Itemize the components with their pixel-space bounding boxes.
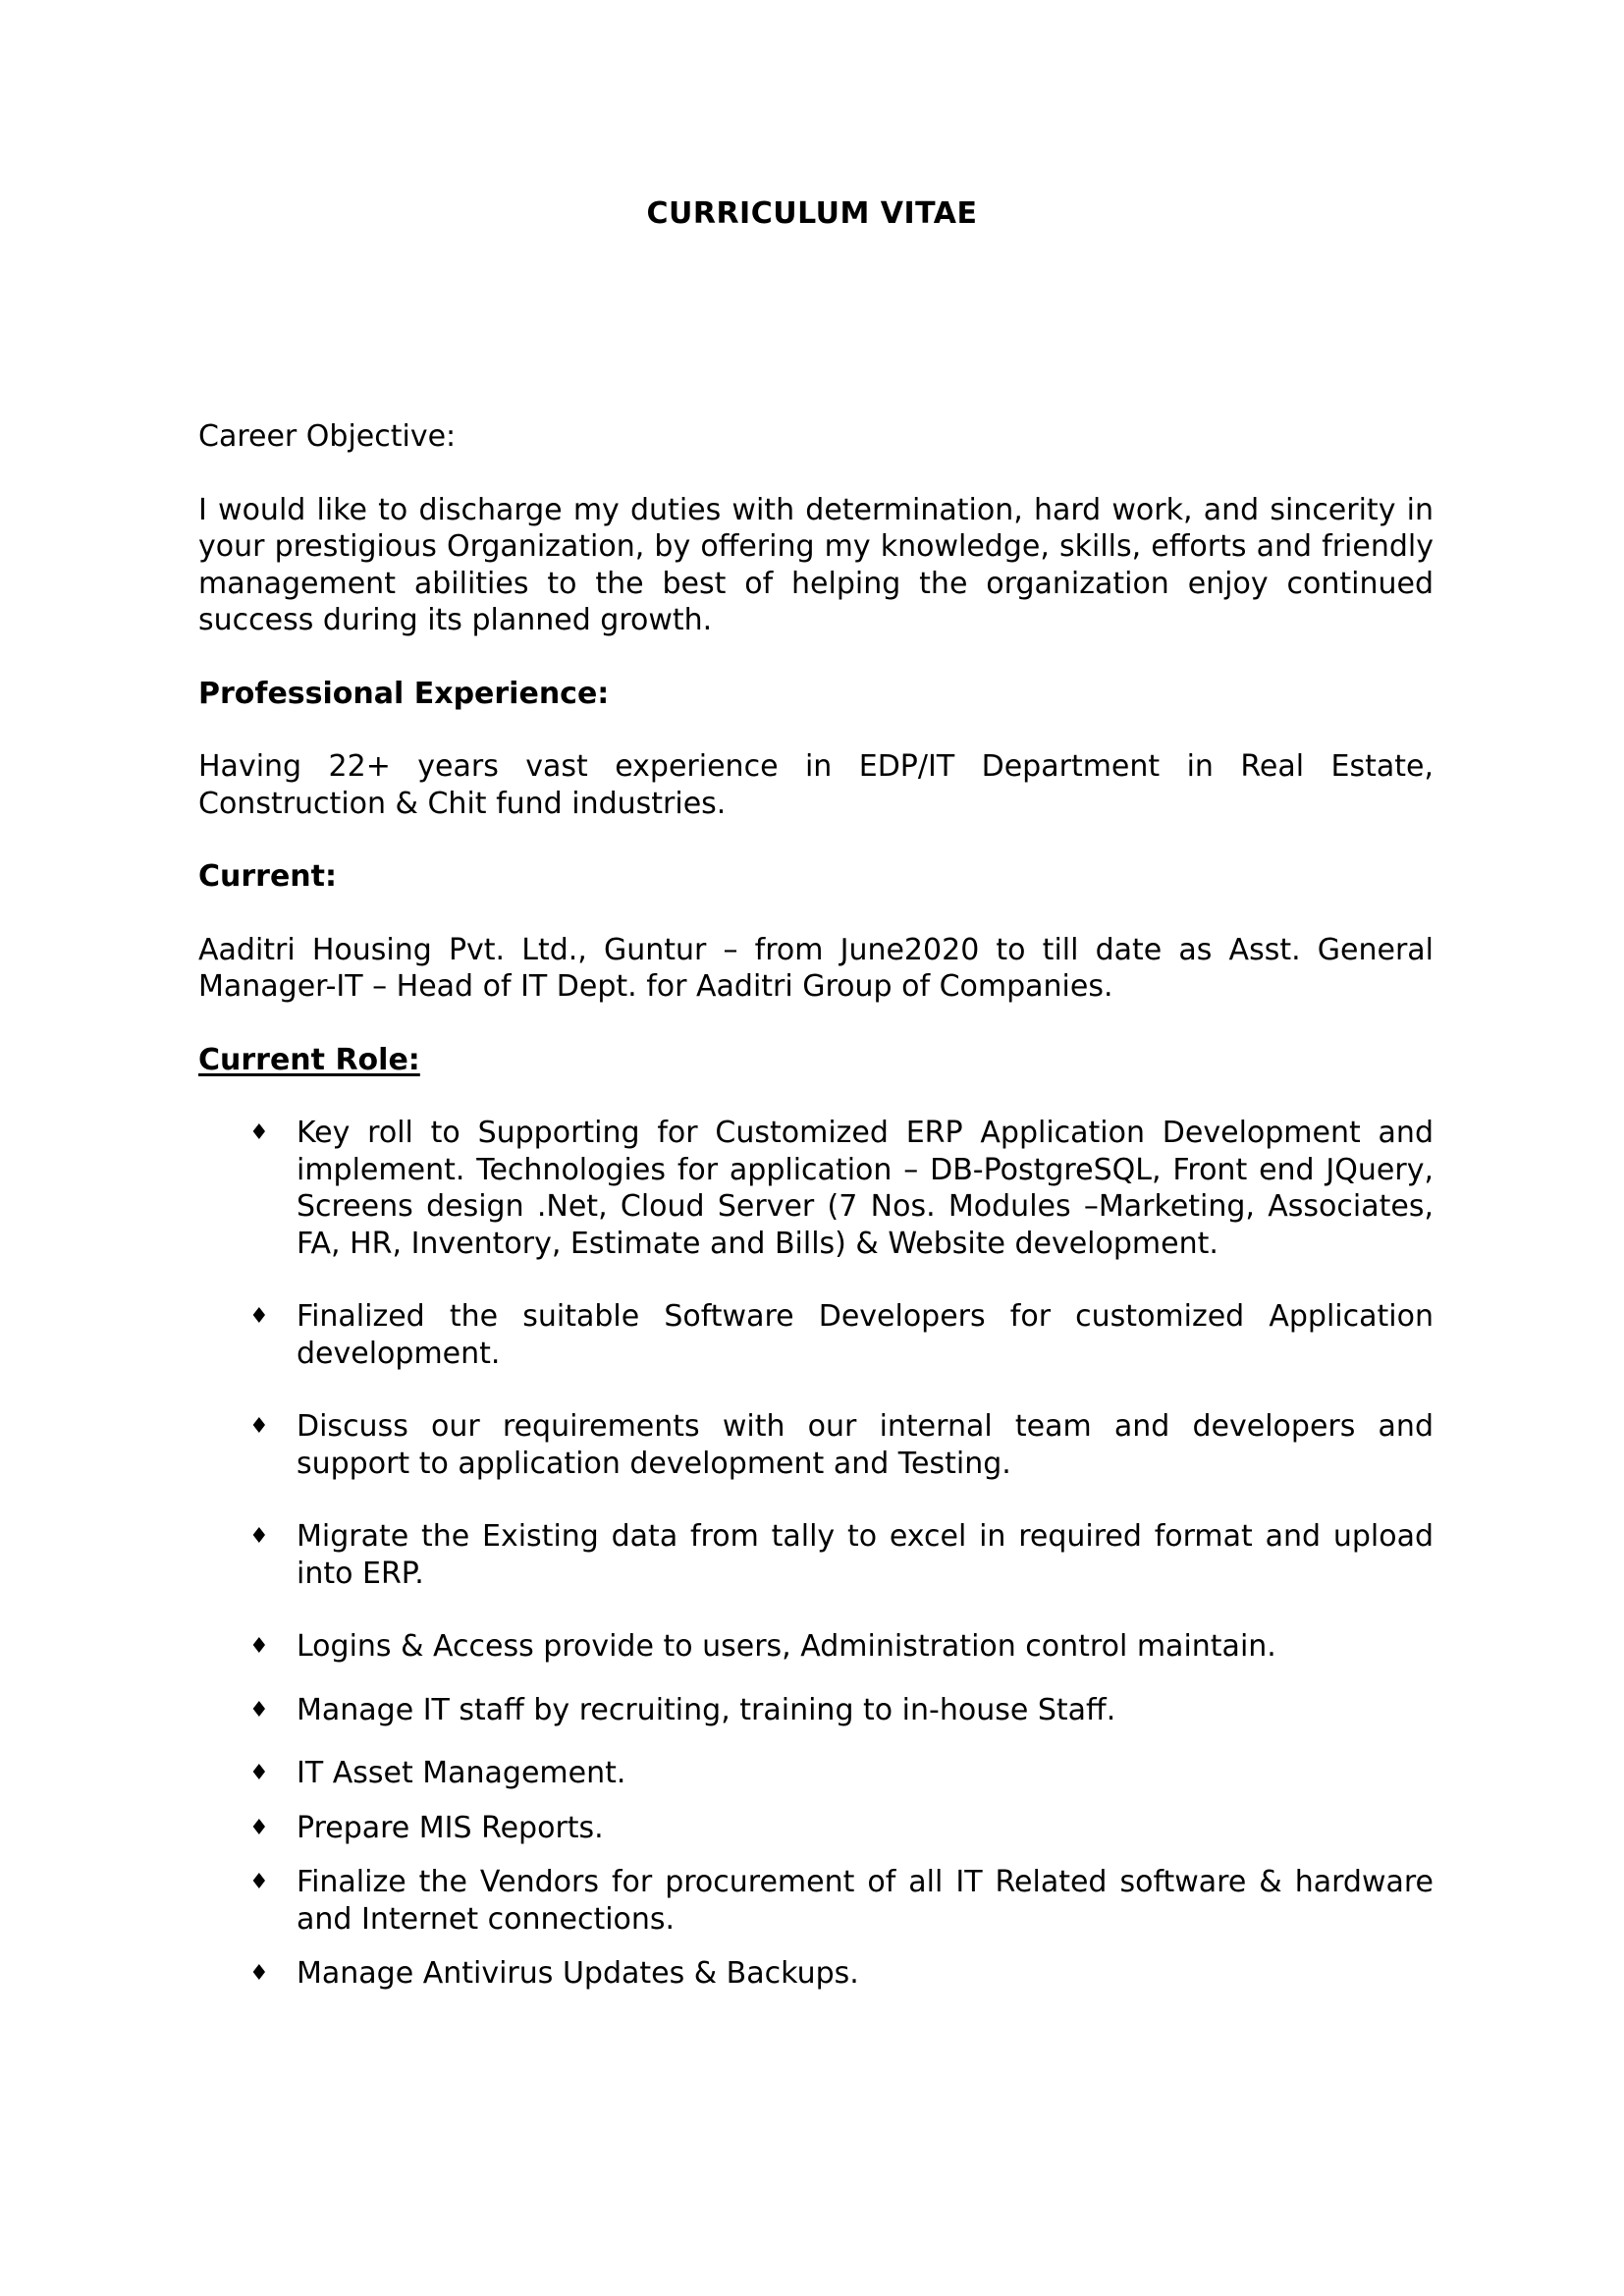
current-role-list [247, 1115, 1434, 1993]
diamond-bullet-icon: ♦ [249, 1870, 269, 1894]
document-title: CURRICULUM VITAE [646, 196, 978, 231]
list-item-text: Prepare MIS Reports. [297, 1810, 604, 1845]
list-item [247, 1692, 1434, 1729]
diamond-bullet-icon: ♦ [249, 1121, 269, 1145]
list-item [247, 1518, 1434, 1592]
list-item [247, 1864, 1434, 1938]
list-item-text: Migrate the Existing data from tally to excel in required format and upload into ERP. [297, 1519, 1434, 1591]
diamond-bullet-icon: ♦ [249, 1524, 269, 1549]
list-item-text: Key roll to Supporting for Customized ERP Application Development and implement. Technologies for application – DB-PostgreSQL, Front end JQuery, Screens design .Net, Cloud Server (7 Nos. Modules –Marketing, Associates, FA, HR, Inventory, Estimate and Bills) & Website development. [297, 1116, 1434, 1261]
diamond-bullet-icon: ♦ [249, 1414, 269, 1439]
list-item-text: Finalized the suitable Software Developers for customized Application development. [297, 1299, 1434, 1371]
list-item [247, 1955, 1434, 1993]
list-item [247, 1755, 1434, 1792]
career-objective-text: I would like to discharge my duties with determination, hard work, and sincerity in your prestigious Organization, by offering my knowledge, skills, efforts and friendly management abilities to the best of helping the organization enjoy continued success during its planned growth. [198, 492, 1434, 637]
diamond-bullet-icon: ♦ [249, 1697, 269, 1722]
diamond-bullet-icon: ♦ [249, 1961, 269, 1986]
professional-experience-text: Having 22+ years vast experience in EDP/IT Department in Real Estate, Construction & Chit fund industries. [198, 749, 1434, 821]
current-position-text: Aaditri Housing Pvt. Ltd., Guntur – from June2020 to till date as Asst. General Manager-IT – Head of IT Dept. for Aaditri Group of Companies. [198, 932, 1434, 1004]
document-body [198, 418, 1434, 1993]
professional-experience-heading: Professional Experience: [198, 676, 610, 711]
list-item-text: Finalize the Vendors for procurement of all IT Related software & hardware and Internet connections. [297, 1865, 1434, 1937]
list-item [247, 1810, 1434, 1847]
list-item-text: IT Asset Management. [297, 1756, 626, 1790]
diamond-bullet-icon: ♦ [249, 1304, 269, 1329]
career-objective-label: Career Objective: [198, 419, 457, 454]
list-item [247, 1115, 1434, 1262]
current-heading: Current: [198, 859, 338, 894]
list-item [247, 1298, 1434, 1372]
diamond-bullet-icon: ♦ [249, 1761, 269, 1785]
diamond-bullet-icon: ♦ [249, 1634, 269, 1659]
list-item [247, 1408, 1434, 1482]
list-item-text: Manage IT staff by recruiting, training to in-house Staff. [297, 1692, 1116, 1727]
list-item-text: Logins & Access provide to users, Administration control maintain. [297, 1629, 1276, 1664]
list-item-text: Discuss our requirements with our internal team and developers and support to application development and Testing. [297, 1409, 1434, 1481]
current-role-heading: Current Role: [198, 1042, 420, 1077]
diamond-bullet-icon: ♦ [249, 1815, 269, 1840]
list-item-text: Manage Antivirus Updates & Backups. [297, 1956, 859, 1991]
list-item [247, 1628, 1434, 1666]
